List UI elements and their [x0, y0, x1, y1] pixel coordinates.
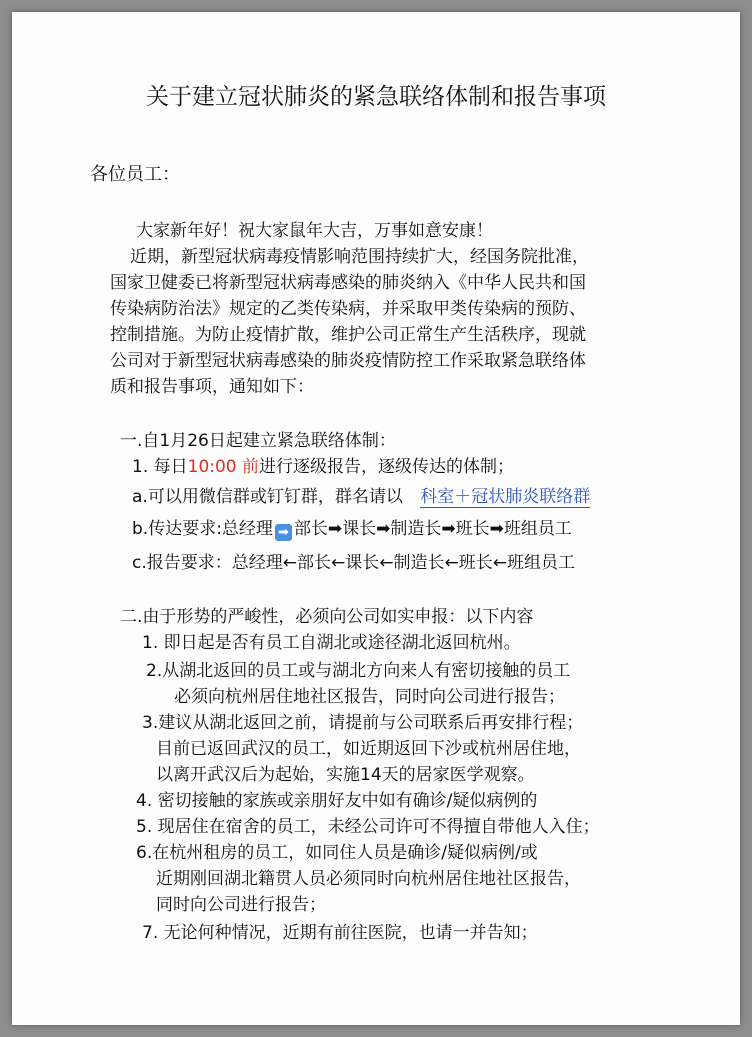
greeting-line: 大家新年好！祝大家鼠年大吉，万事如意安康！	[136, 221, 493, 241]
group-name-link[interactable]: 科室＋冠状肺炎联络群	[420, 487, 591, 507]
section2-line-1: 1. 即日起是否有员工自湖北或途径湖北返回杭州。	[142, 633, 521, 653]
section1-heading: 一.自1月26日起建立紧急联络体制：	[120, 431, 396, 451]
intro-line-3: 传染病防治法》规定的乙类传染病，并采取甲类传染病的预防、	[110, 299, 586, 319]
intro-line-2: 国家卫健委已将新型冠状病毒感染的肺炎纳入《中华人民共和国	[110, 273, 586, 293]
document-page	[12, 12, 740, 1025]
section2-line-4: 3.建议从湖北返回之前，请提前与公司联系后再安排行程；	[142, 713, 584, 733]
document-title: 关于建立冠状肺炎的紧急联络体制和报告事项	[146, 84, 606, 110]
section2-line-8: 5. 现居住在宿舍的员工，未经公司许可不得擅自带他人入住；	[136, 817, 600, 837]
item-b-suffix: 部长➡课长➡制造长➡班长➡班组员工	[293, 519, 572, 539]
section2-line-9: 6.在杭州租房的员工，如同住人员是确诊/疑似病例/或	[136, 843, 538, 863]
intro-line-6: 质和报告事项，通知如下：	[110, 377, 314, 397]
item1-prefix: 1. 每日	[132, 457, 188, 477]
item-b-prefix: b.传达要求:总经理	[132, 519, 273, 539]
section1-item-c: c.报告要求：总经理←部长←课长←制造长←班长←班组员工	[132, 553, 575, 573]
section2-line-7: 4. 密切接触的家族或亲朋好友中如有确诊/疑似病例的	[136, 791, 538, 811]
intro-line-1: 近期，新型冠状病毒疫情影响范围持续扩大，经国务院批准，	[130, 247, 589, 267]
section2-line-6: 以离开武汉后为起始，实施14天的居家医学观察。	[156, 765, 535, 785]
section1-item-b	[132, 518, 572, 541]
section1-item-1	[132, 456, 514, 478]
section2-line-12: 7. 无论何种情况，近期有前往医院，也请一并告知；	[142, 923, 538, 943]
intro-line-4: 控制措施。为防止疫情扩散，维护公司正常生产生活秩序，现就	[110, 325, 586, 345]
section2-line-3: 必须向杭州居住地社区报告，同时向公司进行报告；	[174, 687, 565, 707]
section1-item-a	[132, 486, 590, 508]
intro-line-5: 公司对于新型冠状病毒感染的肺炎疫情防控工作采取紧急联络体	[110, 351, 586, 371]
item1-suffix: 进行逐级报告，逐级传达的体制；	[259, 457, 515, 477]
section2-line-10: 近期刚回湖北籍贯人员必须同时向杭州居住地社区报告，	[156, 869, 581, 889]
item-a-prefix: a.可以用微信群或钉钉群，群名请以	[132, 487, 403, 507]
salutation: 各位员工：	[90, 164, 180, 185]
section2-heading: 二.由于形势的严峻性，必须向公司如实申报：以下内容	[120, 607, 534, 627]
right-arrow-icon: ➡	[275, 524, 292, 541]
section2-line-5: 目前已返回武汉的员工，如近期返回下沙或杭州居住地，	[156, 739, 581, 759]
section2-line-2: 2.从湖北返回的员工或与湖北方向来人有密切接触的员工	[146, 661, 571, 681]
section2-line-11: 同时向公司进行报告；	[156, 895, 326, 915]
report-time: 10:00 前	[187, 457, 260, 477]
